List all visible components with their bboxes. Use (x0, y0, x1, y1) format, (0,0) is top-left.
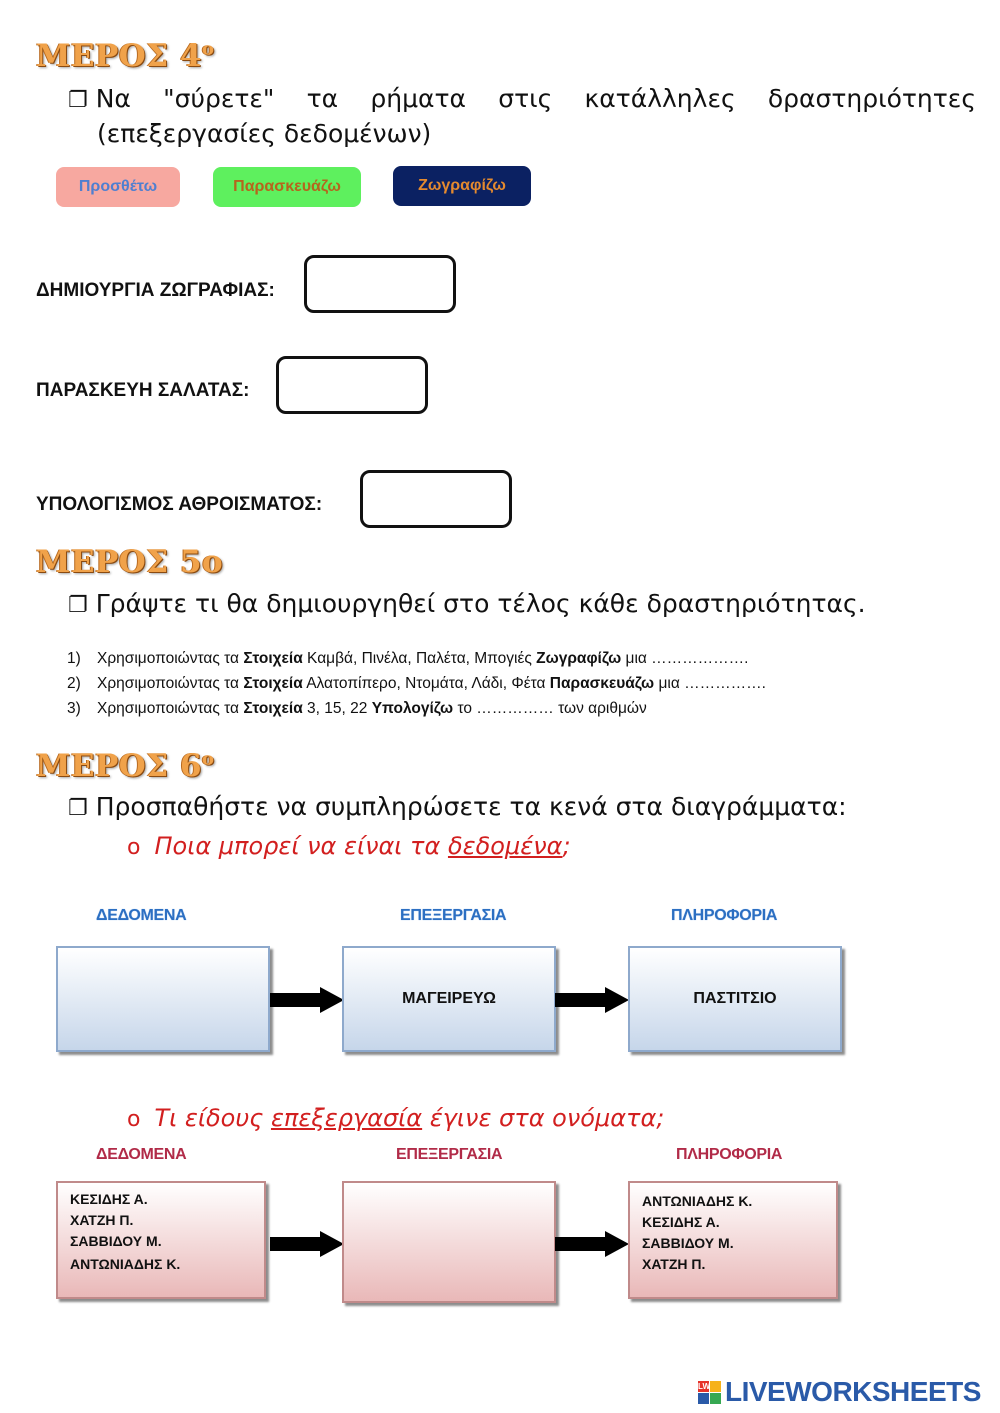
diagram2-information-box (628, 1181, 838, 1299)
logo-grid-icon: LW (698, 1381, 721, 1404)
arrow-shaft (270, 1237, 322, 1251)
drag-item-label: Παρασκευάζω (233, 178, 341, 195)
diagram2-data-box (56, 1181, 266, 1299)
list-item: ΑΝΤΩΝΙΑΔΗΣ Κ. (70, 1256, 181, 1272)
list-item: 1) Χρησιμοποιώντας τα Στοιχεία Καμβά, Πινέλα, Παλέτα, Μπογιές Ζωγραφίζω μια ………………. (67, 650, 749, 667)
part5-instruction: ❐ Γράψτε τι θα δημιουργηθεί στο τέλος κάθε δραστηριότητας. (68, 589, 866, 618)
drag-item-label: Ζωγραφίζω (418, 177, 506, 194)
checkbox-icon: ❐ (68, 593, 88, 618)
part6-instruction: ❐ Προσπαθήστε να συμπληρώσετε τα κενά στα διαγράμματα: (68, 792, 847, 821)
list-item: ΣΑΒΒΙΔΟΥ Μ. (70, 1233, 162, 1249)
list-item: 2) Χρησιμοποιώντας τα Στοιχεία Αλατοπίπερο, Ντομάτα, Λάδι, Φέτα Παρασκευάζω μια ……………. (67, 675, 766, 692)
checkbox-icon: ❐ (68, 796, 88, 821)
diagram1-header-data: ΔΕΔΟΜΕΝΑ (96, 907, 187, 924)
list-item: ΚΕΣΙΔΗΣ Α. (70, 1191, 148, 1207)
arrow-shaft (555, 993, 607, 1007)
arrow-head-icon (605, 1231, 629, 1257)
list-item: 3) Χρησιμοποιώντας τα Στοιχεία 3, 15, 22 Υπολογίζω το …………… των αριθμών (67, 700, 647, 717)
part6-heading: ΜΕΡΟΣ $6^o$ (36, 748, 215, 784)
diagram1-header-information: ΠΛΗΡΟΦΟΡΙΑ (671, 907, 778, 924)
diagram1-information-box (628, 946, 842, 1052)
part5-heading: ΜΕΡΟΣ 5ο (36, 544, 224, 580)
part4-heading: ΜΕΡΟΣ $4^o$ (36, 38, 215, 74)
drop-zone-painting[interactable] (304, 255, 456, 313)
arrow-shaft (555, 1237, 607, 1251)
arrow-head-icon (320, 1231, 344, 1257)
drag-item-zografizo[interactable] (393, 166, 531, 206)
liveworksheets-logo[interactable] (698, 1376, 981, 1408)
list-item: ΧΑΤΖΗ Π. (70, 1212, 134, 1228)
diagram2-header-processing: ΕΠΕΞΕΡΓΑΣΙΑ (396, 1146, 503, 1163)
activity-label-painting: ΔΗΜΙΟΥΡΓΙΑ ΖΩΓΡΑΦΙΑΣ: (36, 280, 275, 301)
drag-item-prostheto[interactable] (56, 167, 180, 207)
drag-item-paraskevazo[interactable] (213, 167, 361, 207)
diagram1-processing-box (342, 946, 556, 1052)
question-processing: o Τι είδους επεξεργασία έγινε στα ονόματα; (127, 1104, 665, 1132)
list-item: ΑΝΤΩΝΙΑΔΗΣ Κ. (642, 1193, 753, 1209)
list-item: ΧΑΤΖΗ Π. (642, 1256, 706, 1272)
drag-item-label: Προσθέτω (78, 178, 158, 195)
drop-zone-salad[interactable] (276, 356, 428, 414)
diagram1-processing-text: ΜΑΓΕΙΡΕΥΩ (402, 990, 496, 1007)
diagram2-header-information: ΠΛΗΡΟΦΟΡΙΑ (676, 1146, 783, 1163)
arrow-shaft (270, 993, 322, 1007)
list-item: ΣΑΒΒΙΔΟΥ Μ. (642, 1235, 734, 1251)
diagram2-processing-box[interactable] (342, 1181, 556, 1303)
part5-list (67, 650, 766, 725)
activity-label-sum: ΥΠΟΛΟΓΙΣΜΟΣ ΑΘΡΟΙΣΜΑΤΟΣ: (36, 494, 323, 515)
brand-text: LIVEWORKSHEETS (725, 1376, 981, 1407)
drop-zone-sum[interactable] (360, 470, 512, 528)
activity-label-salad: ΠΑΡΑΣΚΕΥΗ ΣΑΛΑΤΑΣ: (36, 380, 250, 401)
arrow-head-icon (605, 987, 629, 1013)
diagram1-information-text: ΠΑΣΤΙΤΣΙΟ (693, 990, 777, 1007)
diagram2-header-data: ΔΕΔΟΜΕΝΑ (96, 1146, 187, 1163)
list-item: ΚΕΣΙΔΗΣ Α. (642, 1214, 720, 1230)
question-data: o Ποια μπορεί να είναι τα δεδομένα; (127, 832, 571, 860)
diagram1-header-processing: ΕΠΕΞΕΡΓΑΣΙΑ (400, 907, 507, 924)
diagram1-data-box[interactable] (56, 946, 270, 1052)
part4-instruction: ❐ Να "σύρετε" τα ρήματα στις κατάλληλες δραστηριότητες (επεξεργασίες δεδομένων) (68, 84, 976, 148)
checkbox-icon: ❐ (68, 88, 88, 113)
arrow-head-icon (320, 987, 344, 1013)
